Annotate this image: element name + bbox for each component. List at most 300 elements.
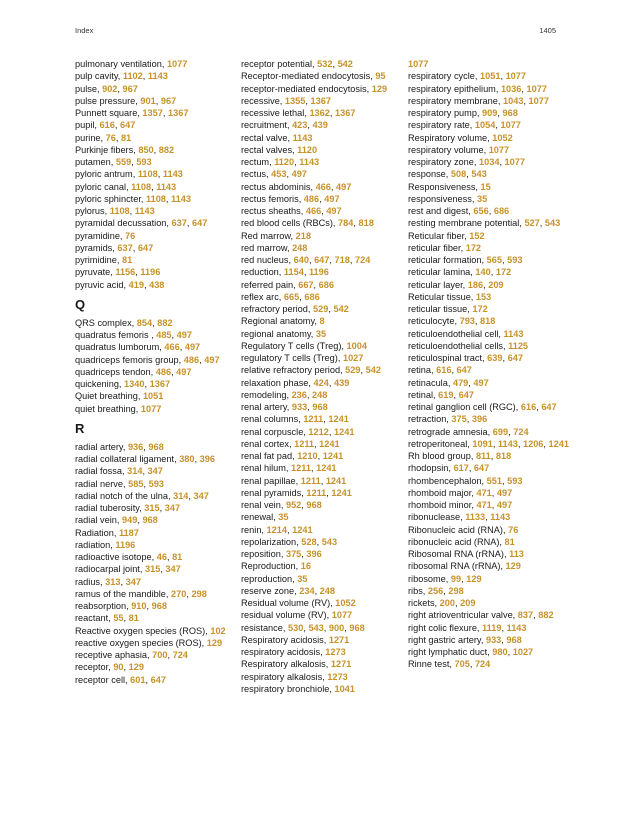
page-ref-link[interactable]: 700: [152, 650, 168, 660]
page-ref-link[interactable]: 699: [492, 426, 509, 437]
index-term: QRS complex,: [75, 317, 137, 328]
page-ref-link[interactable]: 617: [453, 463, 469, 474]
page-ref-link[interactable]: 542: [333, 304, 349, 314]
page-ref-link[interactable]: 952: [285, 500, 302, 510]
page-ref-link[interactable]: 1367: [310, 95, 331, 106]
page-ref-link[interactable]: 1125: [508, 340, 529, 351]
page-ref-link[interactable]: 1362: [309, 108, 330, 118]
page-ref-link[interactable]: 656: [473, 206, 489, 216]
page-ref-link[interactable]: 1027: [342, 353, 364, 363]
page-ref-link[interactable]: 724: [172, 650, 188, 660]
page-ref-link[interactable]: 528: [301, 536, 317, 547]
page-ref-link[interactable]: 1357: [142, 108, 163, 118]
page-ref-link[interactable]: 1077: [526, 83, 547, 94]
index-entry: pyruvic acid, 419, 438: [75, 279, 165, 290]
page-ref-link[interactable]: 1119: [482, 622, 502, 633]
page-ref-link[interactable]: 380: [179, 454, 195, 464]
page-ref-link[interactable]: 1027: [512, 647, 534, 657]
page-ref-link[interactable]: 81: [128, 613, 139, 624]
page-ref-link[interactable]: 256: [427, 585, 444, 596]
page-ref-link[interactable]: 129: [128, 662, 144, 673]
page-ref-link[interactable]: 1241: [292, 524, 313, 535]
page-ref-link[interactable]: 186: [467, 279, 484, 290]
page-ref-link[interactable]: 1206: [522, 438, 544, 449]
page-ref-link[interactable]: 95: [375, 71, 386, 82]
page-ref-link[interactable]: 667: [298, 279, 314, 290]
page-ref-link[interactable]: 967: [160, 95, 177, 106]
page-ref-link[interactable]: 99: [450, 573, 462, 584]
page-ref-link[interactable]: 453: [271, 169, 287, 180]
page-ref-link[interactable]: 616: [436, 365, 452, 376]
page-ref-link[interactable]: 270: [171, 588, 187, 599]
page-ref-link[interactable]: 1077: [166, 59, 188, 69]
page-ref-link[interactable]: 298: [448, 585, 464, 596]
index-term: reticuloendothelial cell,: [408, 328, 504, 339]
index-term: quickening,: [75, 379, 125, 389]
page-ref-link[interactable]: 497: [496, 487, 513, 498]
index-entry: respiratory epithelium, 1036, 1077: [408, 83, 547, 94]
page-ref-link[interactable]: 396: [199, 454, 215, 464]
page-ref-link[interactable]: 529: [345, 365, 361, 376]
page-ref-link[interactable]: 81: [121, 255, 133, 265]
page-ref-link[interactable]: 1156: [115, 267, 136, 278]
page-ref-link[interactable]: 497: [473, 377, 489, 388]
page-ref-link[interactable]: 508: [450, 169, 467, 180]
page-ref-link[interactable]: 616: [99, 120, 115, 131]
page-ref-link[interactable]: 76: [125, 230, 136, 241]
page-ref-link[interactable]: 486: [155, 366, 172, 377]
page-ref-link[interactable]: 471: [476, 487, 492, 498]
page-ref-link[interactable]: 1241: [316, 463, 337, 474]
page-ref-link[interactable]: 543: [544, 218, 561, 229]
page-ref-link[interactable]: 438: [149, 279, 165, 290]
page-ref-link[interactable]: 1077: [408, 59, 429, 69]
page-ref-link[interactable]: 1367: [149, 379, 171, 389]
page-ref-link[interactable]: 1154: [283, 267, 304, 278]
page-ref-link[interactable]: 1143: [156, 181, 177, 192]
page-ref-link[interactable]: 585: [128, 478, 144, 489]
page-ref-link[interactable]: 1077: [504, 157, 525, 167]
index-term: resting membrane potential,: [408, 218, 525, 229]
page-ref-link[interactable]: 1052: [335, 598, 356, 608]
page-ref-link[interactable]: 1211: [291, 463, 311, 474]
page-ref-link[interactable]: 1211: [306, 487, 327, 498]
page-ref-link[interactable]: 902: [102, 83, 118, 94]
page-ref-link[interactable]: 811: [475, 451, 491, 461]
page-ref-link[interactable]: 647: [541, 402, 557, 412]
page-ref-link[interactable]: 565: [486, 255, 502, 265]
page-ref-link[interactable]: 910: [131, 601, 147, 611]
page-ref-link[interactable]: 968: [151, 601, 167, 611]
index-entry: respiratory rate, 1054, 1077: [408, 120, 521, 131]
page-ref-link[interactable]: 129: [505, 561, 521, 572]
page-ref-link[interactable]: 113: [509, 549, 524, 559]
page-ref-link[interactable]: 543: [471, 169, 487, 180]
page-ref-link[interactable]: 837: [517, 610, 534, 621]
page-ref-link[interactable]: 593: [507, 475, 523, 486]
page-ref-link[interactable]: 647: [137, 242, 154, 253]
page-ref-link[interactable]: 90: [113, 662, 124, 673]
page-ref-link[interactable]: 248: [319, 585, 336, 596]
page-ref-link[interactable]: 593: [148, 478, 164, 489]
index-term: radial collateral ligament,: [75, 454, 180, 464]
page-ref-link[interactable]: 936: [127, 441, 144, 452]
page-ref-link[interactable]: 315: [144, 503, 160, 513]
page-ref-link[interactable]: 16: [300, 561, 311, 572]
page-ref-link[interactable]: 647: [456, 365, 472, 376]
page-ref-link[interactable]: 209: [460, 598, 476, 608]
page-ref-link[interactable]: 1051: [142, 391, 164, 402]
index-term: right atrioventricular valve,: [408, 610, 518, 621]
page-ref-link[interactable]: 466: [305, 206, 322, 216]
page-ref-link[interactable]: 647: [150, 674, 166, 685]
index-term: rhomboid major,: [408, 487, 477, 498]
page-ref-link[interactable]: 724: [474, 659, 491, 670]
page-ref-link[interactable]: 933: [485, 634, 502, 645]
page-ref-link[interactable]: 497: [184, 342, 201, 353]
page-ref-link[interactable]: 637: [117, 242, 133, 253]
page-ref-link[interactable]: 1041: [334, 683, 355, 694]
page-ref-link[interactable]: 724: [513, 426, 529, 437]
index-term: red marrow,: [241, 242, 293, 253]
page-ref-link[interactable]: 1108: [131, 181, 152, 192]
page-ref-link[interactable]: 485: [156, 330, 172, 340]
page-ref-link[interactable]: 784: [338, 218, 354, 229]
page-ref-link[interactable]: 818: [358, 218, 374, 229]
page-ref-link[interactable]: 686: [318, 279, 334, 290]
page-ref-link[interactable]: 129: [371, 83, 388, 94]
index-entry: [241, 352, 403, 364]
index-term: rickets,: [408, 598, 440, 608]
page-ref-link[interactable]: 497: [291, 169, 307, 180]
page-ref-link[interactable]: 601: [130, 674, 146, 685]
page-ref-link[interactable]: 949: [121, 515, 138, 526]
page-ref-link[interactable]: 968: [349, 622, 365, 633]
page-ref-link[interactable]: 1043: [502, 95, 524, 106]
index-entry: reduction, 1154, 1196: [241, 267, 329, 278]
page-ref-link[interactable]: 616: [520, 402, 537, 412]
page-ref-link[interactable]: 1120: [274, 157, 295, 167]
page-ref-link[interactable]: 497: [176, 366, 192, 377]
page-ref-link[interactable]: 497: [176, 330, 192, 340]
index-term: radiation,: [75, 539, 116, 550]
page-ref-link[interactable]: 209: [488, 279, 504, 290]
page-ref-link[interactable]: 172: [465, 242, 482, 253]
page-ref-link[interactable]: 471: [476, 500, 492, 510]
index-entry: respiratory pump, 909, 968: [408, 108, 518, 118]
page-ref-link[interactable]: 1143: [292, 132, 313, 143]
page-ref-link[interactable]: 933: [291, 402, 308, 412]
page-ref-link[interactable]: 347: [125, 576, 141, 587]
page-ref-link[interactable]: 686: [493, 206, 510, 216]
page-ref-link[interactable]: 1054: [474, 120, 496, 131]
index-column-3: [408, 58, 570, 671]
page-ref-link[interactable]: 1143: [503, 328, 524, 339]
page-ref-link[interactable]: 129: [466, 573, 482, 584]
page-ref-link[interactable]: 375: [451, 414, 467, 425]
page-ref-link[interactable]: 818: [495, 451, 512, 461]
page-ref-link[interactable]: 486: [303, 193, 320, 204]
index-entry: [241, 658, 403, 670]
page-ref-link[interactable]: 1196: [115, 539, 136, 550]
page-ref-link[interactable]: 818: [480, 316, 496, 327]
page-ref-link[interactable]: 375: [285, 549, 302, 559]
page-ref-link[interactable]: 686: [304, 291, 320, 302]
page-ref-link[interactable]: 1120: [297, 144, 318, 155]
page-ref-link[interactable]: 1143: [162, 169, 183, 180]
page-ref-link[interactable]: 968: [502, 108, 518, 118]
page-ref-link[interactable]: 102: [210, 625, 226, 636]
page-ref-link[interactable]: 35: [297, 573, 308, 584]
page-ref-link[interactable]: 724: [354, 255, 371, 265]
page-ref-link[interactable]: 35: [315, 328, 327, 339]
page-ref-link[interactable]: 968: [506, 634, 522, 645]
page-ref-link[interactable]: 347: [164, 503, 181, 513]
page-ref-link[interactable]: 1102: [122, 71, 143, 82]
page-ref-link[interactable]: 1241: [331, 487, 352, 498]
page-ref-link[interactable]: 1196: [140, 267, 161, 278]
page-ref-link[interactable]: 1143: [171, 193, 191, 204]
page-ref-link[interactable]: 1367: [167, 108, 189, 118]
page-ref-link[interactable]: 647: [458, 389, 474, 400]
page-ref-link[interactable]: 396: [306, 549, 322, 559]
index-term: radiocarpal joint,: [75, 564, 145, 575]
page-ref-link[interactable]: 639: [487, 353, 503, 363]
page-ref-link[interactable]: 647: [314, 255, 330, 265]
page-ref-link[interactable]: 81: [172, 552, 183, 562]
page-ref-link[interactable]: 1034: [478, 157, 500, 167]
page-ref-link[interactable]: 1108: [109, 206, 130, 216]
page-ref-link[interactable]: 152: [469, 230, 485, 241]
page-ref-link[interactable]: 543: [321, 536, 338, 547]
index-entry: reticular formation, 565, 593: [408, 255, 523, 265]
page-ref-link[interactable]: 647: [473, 463, 490, 474]
index-term: reticular tissue,: [408, 304, 473, 314]
page-ref-link[interactable]: 218: [295, 230, 311, 241]
page-ref-link[interactable]: 530: [287, 622, 304, 633]
page-ref-link[interactable]: 419: [128, 279, 144, 290]
page-ref-link[interactable]: 35: [278, 512, 289, 523]
page-ref-link[interactable]: 1077: [528, 95, 549, 106]
page-ref-link[interactable]: 1241: [319, 438, 340, 449]
page-ref-link[interactable]: 423: [292, 120, 308, 131]
page-ref-link[interactable]: 593: [507, 255, 523, 265]
page-ref-link[interactable]: 968: [312, 402, 328, 412]
page-ref-link[interactable]: 347: [165, 564, 181, 575]
page-ref-link[interactable]: 593: [136, 157, 152, 167]
index-entry: [241, 634, 403, 646]
page-ref-link[interactable]: 497: [326, 206, 342, 216]
index-entry: [408, 132, 570, 144]
page-ref-link[interactable]: 140: [475, 267, 491, 278]
page-ref-link[interactable]: 81: [121, 132, 132, 143]
index-term: Ribonucleic acid (RNA),: [408, 524, 509, 535]
page-ref-link[interactable]: 705: [454, 659, 470, 670]
page-ref-link[interactable]: 76: [508, 524, 519, 535]
page-ref-link[interactable]: 314: [127, 466, 143, 477]
index-entry: [241, 560, 403, 572]
page-ref-link[interactable]: 1187: [118, 527, 139, 538]
index-entry: [241, 511, 403, 523]
page-ref-link[interactable]: 347: [147, 466, 163, 477]
page-ref-link[interactable]: 882: [538, 610, 554, 621]
page-ref-link[interactable]: 1241: [325, 475, 347, 486]
page-ref-link[interactable]: 1004: [346, 340, 367, 351]
index-term: radial artery,: [75, 441, 128, 452]
page-ref-link[interactable]: 1355: [284, 95, 306, 106]
page-ref-link[interactable]: 968: [306, 500, 322, 510]
page-ref-link[interactable]: 532: [317, 59, 333, 69]
index-entry: radius, 313, 347: [75, 576, 141, 587]
page-ref-link[interactable]: 76: [105, 132, 116, 143]
page-ref-link[interactable]: 1241: [548, 438, 569, 449]
page-ref-link[interactable]: 46: [156, 552, 167, 562]
page-ref-link[interactable]: 543: [308, 622, 324, 633]
page-ref-link[interactable]: 968: [142, 515, 158, 526]
page-ref-link[interactable]: 8: [319, 316, 325, 327]
page-ref-link[interactable]: 466: [315, 181, 331, 192]
page-ref-link[interactable]: 1143: [134, 206, 155, 216]
page-ref-link[interactable]: 909: [482, 108, 498, 118]
page-ref-link[interactable]: 1340: [124, 379, 145, 389]
page-ref-link[interactable]: 967: [122, 83, 138, 94]
page-ref-link[interactable]: 1051: [480, 71, 501, 82]
page-ref-link[interactable]: 1077: [331, 610, 353, 621]
page-ref-link[interactable]: 900: [328, 622, 345, 633]
page-ref-link[interactable]: 81: [504, 536, 515, 547]
page-ref-link[interactable]: 1133: [465, 512, 486, 523]
page-ref-link[interactable]: 854: [136, 317, 153, 328]
page-ref-link[interactable]: 497: [336, 181, 352, 192]
page-ref-link[interactable]: 479: [452, 377, 469, 388]
page-ref-link[interactable]: 200: [439, 598, 455, 608]
page-ref-link[interactable]: 439: [312, 120, 328, 131]
page-ref-link[interactable]: 1212: [308, 426, 329, 437]
page-ref-link[interactable]: 640: [293, 255, 309, 265]
page-ref-link[interactable]: 347: [193, 490, 209, 501]
page-ref-link[interactable]: 1211: [300, 475, 321, 486]
index-entry: pulp cavity, 1102, 1143: [75, 71, 168, 82]
page-ref-link[interactable]: 1214: [266, 524, 287, 535]
page-ref-link[interactable]: 1143: [490, 512, 511, 523]
page-ref-link[interactable]: 1108: [137, 169, 158, 180]
page-ref-link[interactable]: 1077: [488, 144, 510, 155]
page-ref-link[interactable]: 172: [495, 267, 512, 278]
index-entry: QRS complex, 854, 882: [75, 317, 173, 328]
page-ref-link[interactable]: 1211: [294, 438, 315, 449]
page-ref-link[interactable]: 35: [476, 193, 488, 204]
page-ref-link[interactable]: 129: [206, 637, 223, 648]
page-ref-link[interactable]: 1143: [497, 438, 518, 449]
page-ref-link[interactable]: 1108: [145, 193, 166, 204]
page-ref-link[interactable]: 551: [486, 475, 503, 486]
page-ref-link[interactable]: 1211: [303, 414, 324, 425]
index-entry: rest and digest, 656, 686: [408, 206, 510, 216]
page-ref-link[interactable]: 424: [313, 377, 329, 388]
index-entry: reticular lamina, 140, 172: [408, 267, 512, 278]
index-entry: repolarization, 528, 543: [241, 536, 338, 547]
index-term: recruitment,: [241, 120, 293, 131]
page-ref-link[interactable]: 248: [292, 242, 308, 253]
page-ref-link[interactable]: 647: [191, 218, 208, 229]
page-ref-link[interactable]: 1367: [335, 108, 356, 118]
page-ref-link[interactable]: 1241: [328, 414, 349, 425]
page-ref-link[interactable]: 314: [173, 490, 189, 501]
page-ref-link[interactable]: 439: [333, 377, 350, 388]
page-ref-link[interactable]: 1091: [472, 438, 493, 449]
page-ref-link[interactable]: 901: [140, 95, 156, 106]
page-ref-link[interactable]: 466: [164, 342, 180, 353]
page-ref-link[interactable]: 542: [365, 365, 381, 376]
page-ref-link[interactable]: 236: [291, 389, 307, 400]
page-ref-link[interactable]: 527: [524, 218, 540, 229]
page-ref-link[interactable]: 1241: [322, 451, 344, 461]
page-ref-link[interactable]: 313: [105, 576, 121, 587]
page-ref-link[interactable]: 1143: [506, 622, 527, 633]
page-ref-link[interactable]: 793: [459, 316, 475, 327]
page-ref-link[interactable]: 637: [171, 218, 187, 229]
page-ref-link[interactable]: 980: [492, 647, 508, 657]
page-ref-link[interactable]: 172: [472, 304, 488, 314]
page-ref-link[interactable]: 234: [299, 585, 315, 596]
page-ref-link[interactable]: 497: [324, 193, 340, 204]
page-ref-link[interactable]: 882: [157, 317, 173, 328]
page-ref-link[interactable]: 559: [115, 157, 132, 167]
page-ref-link[interactable]: 497: [204, 354, 220, 365]
page-ref-link[interactable]: 968: [148, 441, 164, 452]
index-term: Rinne test,: [408, 659, 455, 670]
page-ref-link[interactable]: 882: [158, 144, 175, 155]
page-ref-link[interactable]: 153: [475, 291, 492, 302]
page-ref-link[interactable]: 1273: [327, 671, 348, 682]
page-ref-link[interactable]: 497: [496, 500, 513, 510]
page-ref-link[interactable]: 248: [312, 389, 328, 400]
index-term: recessive,: [241, 95, 285, 106]
page-ref-link[interactable]: 1271: [330, 659, 352, 670]
index-entry: rectus, 453, 497: [241, 169, 307, 180]
index-term: pyruvic acid,: [75, 279, 129, 290]
page-ref-link[interactable]: 1196: [308, 267, 329, 278]
page-ref-link[interactable]: 1036: [500, 83, 522, 94]
index-term: radial fossa,: [75, 466, 128, 477]
page-ref-link[interactable]: 718: [334, 255, 350, 265]
page-ref-link[interactable]: 619: [438, 389, 454, 400]
page-ref-link[interactable]: 647: [507, 353, 523, 363]
page-ref-link[interactable]: 542: [337, 59, 353, 69]
page-ref-link[interactable]: 1052: [492, 132, 513, 143]
page-ref-link[interactable]: 15: [480, 181, 491, 192]
page-ref-link[interactable]: 1273: [325, 647, 346, 657]
page-ref-link[interactable]: 665: [283, 291, 300, 302]
page-ref-link[interactable]: 529: [313, 304, 329, 314]
page-ref-link[interactable]: 1143: [299, 157, 320, 167]
page-ref-link[interactable]: 486: [183, 354, 200, 365]
page-ref-link[interactable]: 1143: [147, 71, 168, 82]
index-term: reactant,: [75, 613, 114, 624]
page-ref-link[interactable]: 298: [191, 588, 207, 599]
page-ref-link[interactable]: 1077: [140, 403, 162, 414]
page-ref-link[interactable]: 1077: [500, 120, 521, 131]
page-ref-link[interactable]: 1077: [505, 71, 527, 82]
page-ref-link[interactable]: 647: [119, 120, 136, 131]
page-ref-link[interactable]: 315: [144, 564, 161, 575]
page-ref-link[interactable]: 55: [113, 613, 124, 624]
page-ref-link[interactable]: 1210: [297, 451, 318, 461]
page-ref-link[interactable]: 850: [138, 144, 154, 155]
page-ref-link[interactable]: 396: [471, 414, 488, 425]
page-ref-link[interactable]: 1271: [328, 634, 350, 645]
page-ref-link[interactable]: 1241: [333, 426, 355, 437]
